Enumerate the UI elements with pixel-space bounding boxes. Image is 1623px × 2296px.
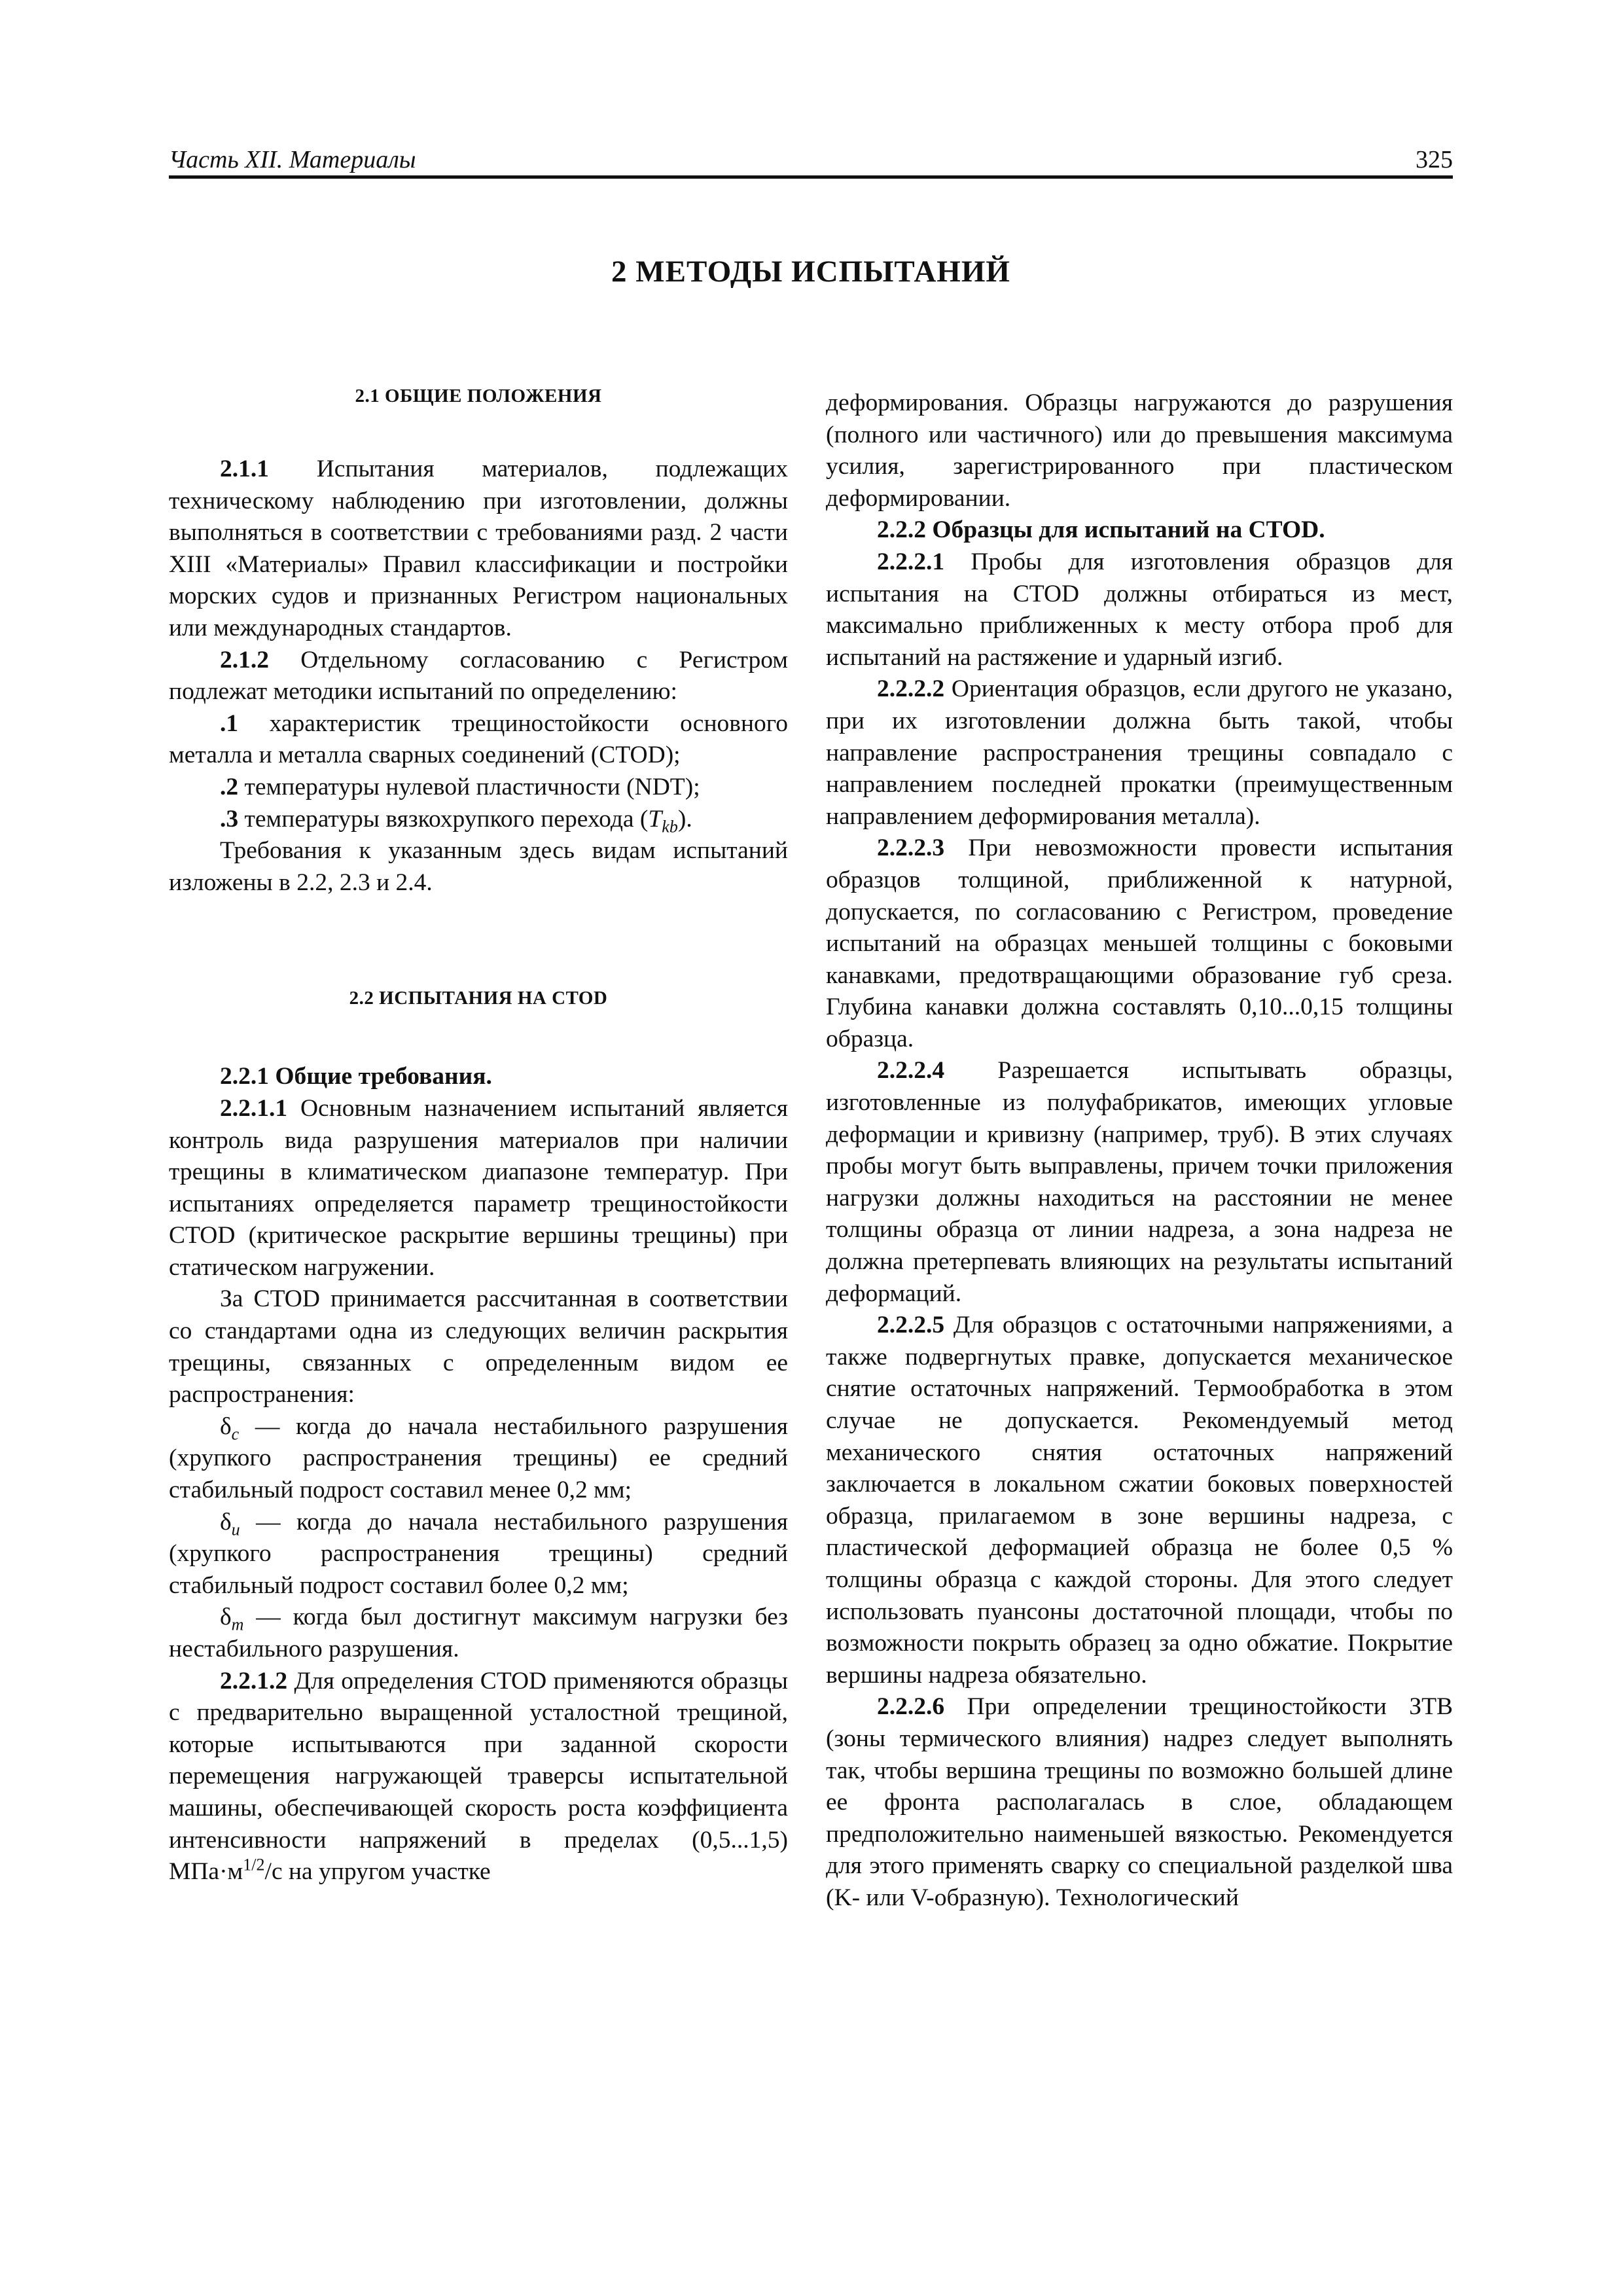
paragraph-2-2-2-6: 2.2.2.6 При определении трещиностойкости ЗТВ (зоны термического влияния) надрез следует выполнять так, чтобы вершина трещины по возможно большей длине ее фронта располагалась в слое, обладающем предположительно наименьшей вязкостью. Рекомендуется для этого применять сварку со специальной разделкой шва (K- или V-образную). Технологический xyxy=(826,1693,1453,1911)
ctod-definition-paragraph: За CTOD принимается рассчитанная в соответствии со стандартами одна из следующих величин раскрытия трещины, связанных с определенным видом ее распространения: xyxy=(169,1285,788,1408)
delta-m-paragraph: $\delta_m$ — когда был достигнут максимум нагрузки без нестабильного разрушения. xyxy=(169,1604,788,1662)
subsection-title-2-2-1: 2.2.1 Общие требования. xyxy=(220,1063,492,1090)
paragraph-2-2-2-1: 2.2.2.1 Пробы для изготовления образцов для испытания на CTOD должны отбираться из мест, максимально приближенных к месту отбора проб для испытаний на растяжение и ударный изгиб. xyxy=(826,548,1453,671)
right-column xyxy=(826,387,1453,1914)
paragraph-2-1-2: 2.1.2 Отдельному согласованию с Регистром подлежат методики испытаний по определению: xyxy=(169,646,788,706)
left-column xyxy=(169,383,788,1888)
header-rule xyxy=(169,175,1453,179)
delta-u-paragraph: $\delta_u$ — когда до начала нестабильного разрушения (хрупкого распространения трещины) средний стабильный подрост составил более 0,2 мм; xyxy=(169,1508,788,1599)
paragraph-2-2-1-2: 2.2.1.2 Для определения CTOD применяются образцы с предварительно выращенной усталостной трещиной, которые испытываются при заданной скорости перемещения нагружающей траверсы испытательной машины, обеспечивающей скорость роста коэффициента интенсивности напряжений в пределах (0,5...1,5) $МПа\cdot м^{1/2}/с$ на упругом участке xyxy=(169,1667,788,1886)
running-header-part: Часть XII. Материалы xyxy=(169,146,416,173)
list-item-3: .3 температуры вязкохрупкого перехода $(T_{kb})$. xyxy=(220,805,692,836)
list-item-2: .2 температуры нулевой пластичности (NDT); xyxy=(220,773,700,800)
chapter-title: 2 МЕТОДЫ ИСПЫТАНИЙ xyxy=(611,255,1010,289)
continuation-paragraph: деформирования. Образцы нагружаются до разрушения (полного или частичного) или до превышения максимума усилия, зарегистрированного при пластическом деформировании. xyxy=(826,389,1453,512)
paragraph-2-2-2-3: 2.2.2.3 При невозможности провести испытания образцов толщиной, приближенной к натурной, допускается, по согласованию с Регистром, проведение испытаний на образцах меньшей толщины с боковыми канавками, предотвращающими образование губ среза. Глубина канавки должна составлять 0,10...0,15 толщины образца. xyxy=(826,834,1453,1052)
paragraph-2-2-2-5: 2.2.2.5 Для образцов с остаточными напряжениями, а также подвергнутых правке, допускается механическое снятие остаточных напряжений. Термообработка в этом случае не допускается. Рекомендуемый метод механического снятия остаточных напряжений заключается в локальном сжатии боковых поверхностей образца, прилагаемом в зоне вершины надреза, с пластической деформацией образца не более 0,5 % толщины образца с каждой стороны. Для этого следует использовать пуансоны достаточной площади, чтобы по возможности покрыть образец за одно обжатие. Покрытие вершины надреза обязательно. xyxy=(826,1312,1453,1689)
list-item-1: .1 характеристик трещиностойкости основного металла и металла сварных соединений (CTOD); xyxy=(169,709,788,769)
paragraph-2-1-1: 2.1.1 Испытания материалов, подлежащих техническому наблюдению при изготовлении, должны выполняться в соответствии с требованиями разд. 2 части XIII «Материалы» Правил классификации и постройки морских судов и признанных Регистром национальных или международных стандартов. xyxy=(169,456,788,641)
running-header xyxy=(169,144,1453,175)
page-number: 325 xyxy=(1416,146,1453,173)
paragraph-2-2-2-4: 2.2.2.4 Разрешается испытывать образцы, изготовленные из полуфабрикатов, имеющих угловые деформации и кривизну (например, труб). В этих случаях пробы могут быть выправлены, причем точки приложения нагрузки должны находиться на расстоянии не менее толщины образца от линии надреза, а зона надреза не должна претерпевать влияющих на результаты испытаний деформаций. xyxy=(826,1057,1453,1307)
paragraph-2-2-2-2: 2.2.2.2 Ориентация образцов, если другого не указано, при их изготовлении должна быть такой, чтобы направление распространения трещины совпадало с направлением последней прокатки (преимущественным направлением деформирования металла). xyxy=(826,675,1453,830)
section-heading-2-2: 2.2 ИСПЫТАНИЯ НА CTOD xyxy=(349,988,608,1009)
section-heading-2-1: 2.1 ОБЩИЕ ПОЛОЖЕНИЯ xyxy=(355,386,602,406)
delta-c-paragraph: $\delta_c$ — когда до начала нестабильного разрушения (хрупкого распространения трещины) ее средний стабильный подрост составил менее 0,2 мм; xyxy=(169,1412,788,1504)
subsection-title-2-2-2: 2.2.2 Образцы для испытаний на CTOD. xyxy=(877,516,1325,544)
paragraph-2-2-1-1: 2.2.1.1 Основным назначением испытаний является контроль вида разрушения материалов при наличии трещины в климатическом диапазоне температур. При испытаниях определяется параметр трещиностойкости CTOD (критическое раскрытие вершины трещины) при статическом нагружении. xyxy=(169,1094,788,1281)
requirements-paragraph: Требования к указанным здесь видам испытаний изложены в 2.2, 2.3 и 2.4. xyxy=(169,837,788,896)
